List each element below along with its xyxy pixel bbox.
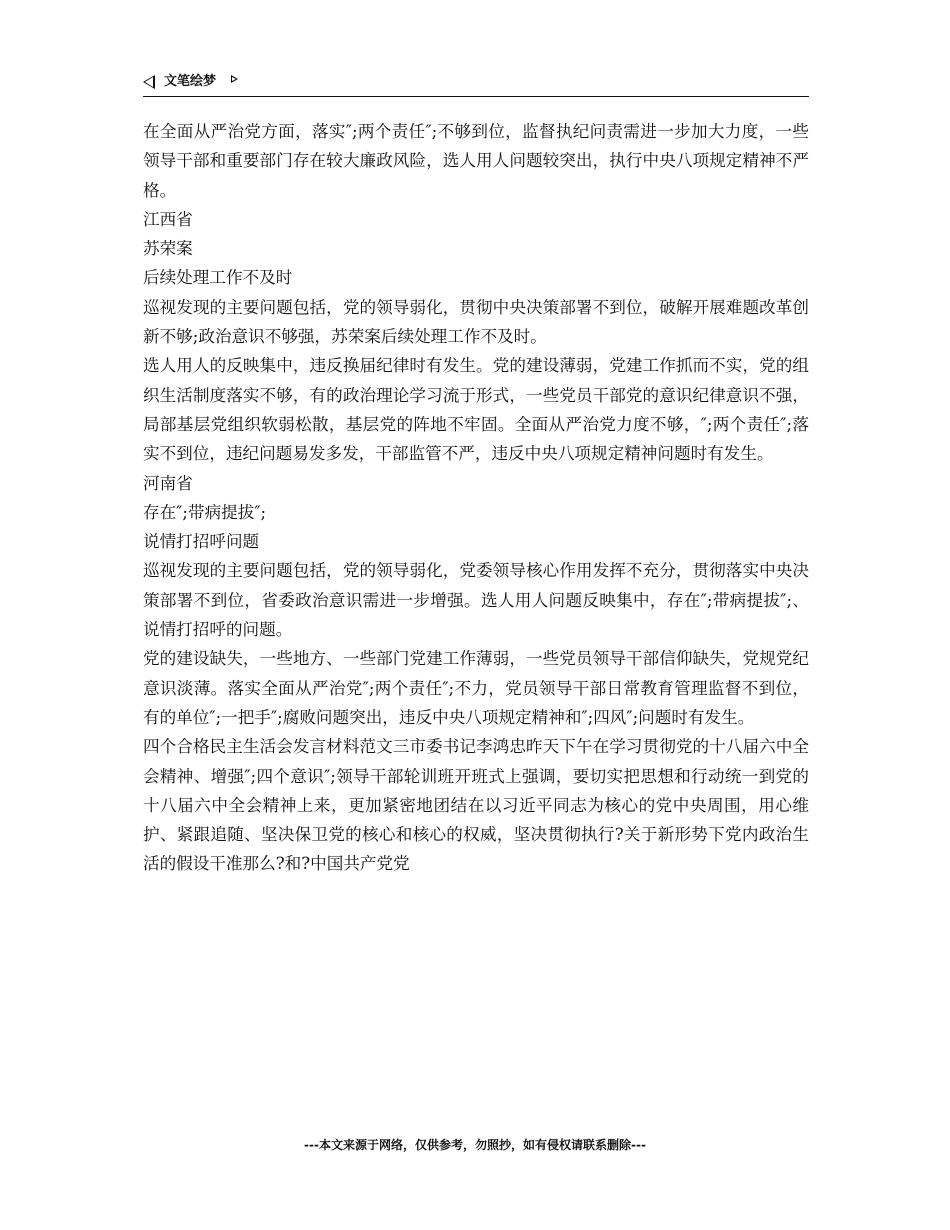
section-heading: 河南省 <box>143 473 193 493</box>
left-triangle-icon <box>143 75 155 89</box>
paragraph: 党的建设缺失，一些地方、一些部门党建工作薄弱，一些党员领导干部信仰缺失，党规党纪意识淡薄。落实全面从严治党″;两个责任″;不力，党员领导干部日常教育管理监督不到位，有的单位″;一把手″;腐败问题突出，违反中央八项规定精神和″;四风″;问题时有发生。 <box>143 649 809 727</box>
section-subheading: 后续处理工作不及时 <box>143 268 293 288</box>
section-heading: 江西省 <box>143 209 193 229</box>
section-subheading: 存在″;带病提拔″; <box>143 502 267 522</box>
section-subheading: 说情打招呼问题 <box>143 532 260 552</box>
paragraph: 在全面从严治党方面，落实″;两个责任″;不够到位，监督执纪问责需进一步加大力度，一些领导干部和重要部门存在较大廉政风险，选人用人问题较突出，执行中央八项规定精神不严格。 <box>143 122 809 200</box>
header-title: 文笔绘梦 <box>164 74 217 89</box>
section-subheading: 苏荣案 <box>143 239 193 259</box>
page-header <box>143 70 809 97</box>
page-footer: ---本文来源于网络，仅供参考，勿照抄，如有侵权请联系删除--- <box>304 1138 646 1152</box>
paragraph: 巡视发现的主要问题包括，党的领导弱化，党委领导核心作用发挥不充分，贯彻落实中央决策部署不到位，省委政治意识需进一步增强。选人用人问题反映集中，存在″;带病提拔″;、说情打招呼的问题。 <box>143 561 809 640</box>
paragraph: 选人用人的反映集中，违反换届纪律时有发生。党的建设薄弱，党建工作抓而不实，党的组织生活制度落实不够，有的政治理论学习流于形式，一些党员干部党的意识纪律意识不强，局部基层党组织软弱松散，基层党的阵地不牢固。全面从严治党力度不够，″;两个责任″;落实不到位，违纪问题易发多发，干部监管不严，违反中央八项规定精神问题时有发生。 <box>143 356 809 464</box>
document-body <box>143 117 809 879</box>
paragraph: 巡视发现的主要问题包括，党的领导弱化，贯彻中央决策部署不到位，破解开展难题改革创新不够;政治意识不够强，苏荣案后续处理工作不及时。 <box>143 297 809 347</box>
paragraph: 四个合格民主生活会发言材料范文三市委书记李鸿忠昨天下午在学习贯彻党的十八届六中全会精神、增强″;四个意识″;领导干部轮训班开班式上强调，要切实把思想和行动统一到党的十八届六中全会精神上来，更加紧密地团结在以习近平同志为核心的党中央周围，用心维护、紧跟追随、坚决保卫党的核心和核心的权威，坚决贯彻执行?关于新形势下党内政治生活的假设干准那么?和?中国共产党党 <box>143 737 809 874</box>
right-triangle-icon <box>231 75 238 83</box>
